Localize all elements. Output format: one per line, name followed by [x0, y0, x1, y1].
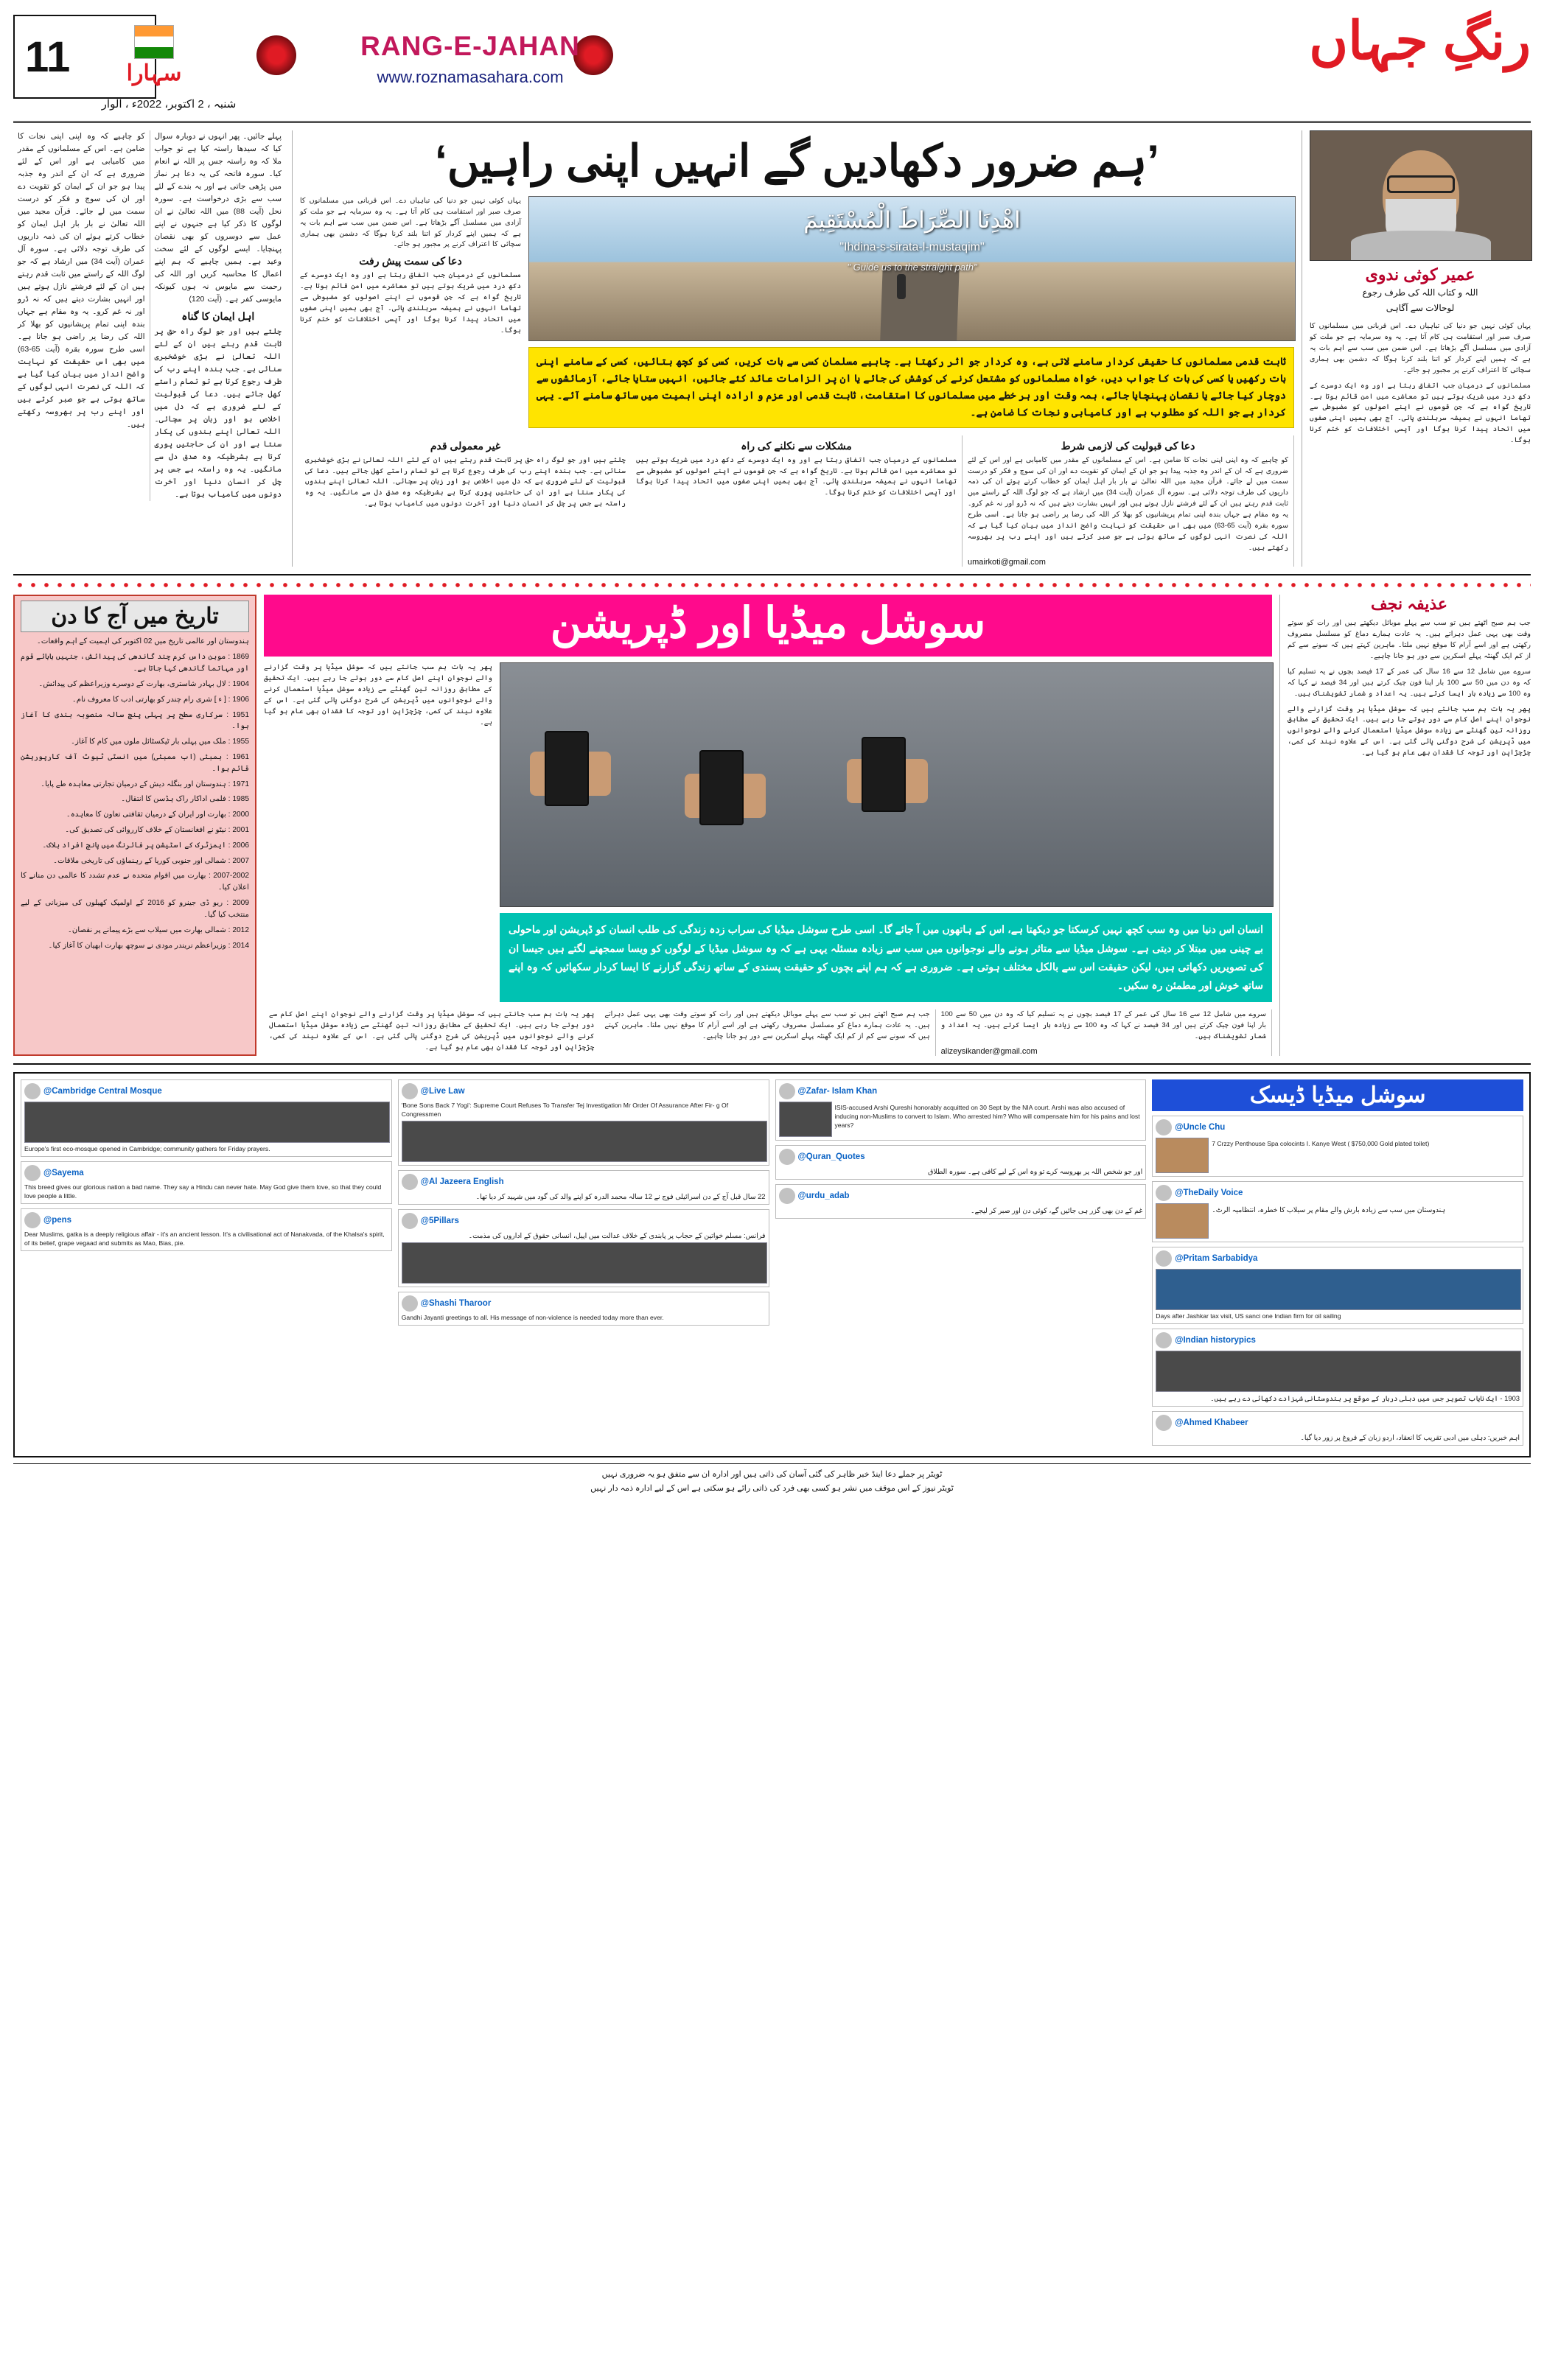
second-body-side: پھر یہ بات ہم سب جانتے ہیں کہ سوشل میڈیا پر وقت گزارنے والے نوجوان اپنے اصل کام سے دور ہوتے جا رہے ہیں۔ ایک تحقیق کے مطابق روزانہ تین گھنٹے سے زیادہ سوشل میڈیا استعمال کرنے والے نوجوانوں میں ڈپریشن کی شرح دوگنی پائی گئی ہے۔ اس کے علاوہ نیند کی کمی، چڑچڑاپن اور توجہ کا فقدان بھی عام ہو گیا ہے۔: [264, 663, 492, 727]
second-article-title: سوشل میڈیا اور ڈپریشن: [264, 595, 1272, 657]
avatar: [402, 1295, 418, 1312]
lead-subhead-2: دعا کی سمت پیش رفت: [359, 255, 462, 267]
social-thumbnail: [1156, 1138, 1209, 1173]
avatar: [24, 1083, 41, 1099]
lead-subhead-1: اہل ایمان کا گناہ: [181, 310, 255, 322]
social-card[interactable]: [21, 1161, 392, 1204]
social-thumbnail: [1156, 1351, 1521, 1392]
second-author-name: عذیفہ نجف: [1370, 595, 1448, 614]
social-handle[interactable]: @Uncle Chu: [1175, 1122, 1226, 1132]
author-name: عمیر کوثی ندوی: [1365, 265, 1475, 284]
social-card[interactable]: [775, 1079, 1147, 1141]
lead-author-email[interactable]: umairkoti@gmail.com: [968, 558, 1046, 567]
footer-line-1: ٹویٹر پر جملے دعا اینڈ خبر ظاہر کی گئی آسان کی ذاتی ہیں اور ادارہ ان سے متفق ہو یہ ضروری نہیں: [601, 1470, 943, 1480]
social-text: ISIS-accused Arshi Qureshi honorably acquitted on 30 Sept by the NIA court. Arshi was also accused of inducing non-Muslims to convert to Islam. Who arrested him? Who will compensate him for his pains and lost years?: [834, 1103, 1140, 1129]
social-handle[interactable]: @Cambridge Central Mosque: [43, 1086, 162, 1096]
social-column-1: [21, 1079, 392, 1450]
social-desk-title: سوشل میڈیا ڈیسک: [1152, 1079, 1523, 1111]
website-url[interactable]: www.roznamasahara.com: [377, 68, 564, 86]
history-entry: 2006 : ایمزٹرک کے اسٹیشن پر فائرنگ میں پانچ افراد ہلاک۔: [42, 841, 249, 850]
pull-quote: ثابت قدمی مسلمانوں کا حقیقی کردار سامنے لاتی ہے، وہ کردار جو اثر رکھتا ہے۔ چاہیے مسلمان کسی سے بات کریں، کسی کو کچھ بتائیں، کسی کے سامنے اپنی بات رکھیں یا کسی کی بات کا جواب دیں، خواہ مسلمانوں کو مشتعل کرنے کی کوشش کی جائے یا ان پر الزامات عائد کئے جائیں، انہیں ستایا جائے، آزمائشوں سے دوچار کیا جائے یا نقصان پہنچایا جائے، ہمہ وقت اور ہر خطے میں مسلمانوں کا استقامت، ثابت قدمی اور عزم و ارادہ اپنی اہمیت میں ساتھ سامنے آئے۔ یہی کردار ہے جو اللہ کو مطلوب ہے اور کامیابی و نجات کا ضامن ہے۔: [528, 347, 1294, 428]
history-entry: 1906 : [ ء ] شری رام چندر کو بھارتی ادب کا معروف نام۔: [71, 695, 249, 704]
phone-shape: [862, 737, 906, 812]
masthead: [13, 10, 1531, 123]
history-entry: 1971 : ہندوستان اور بنگلہ دیش کے درمیان تجارتی معاہدہ طے پایا۔: [41, 780, 249, 788]
social-text: Europe's first eco-mosque opened in Cambridge; community gathers for Friday prayers.: [24, 1144, 270, 1152]
road-shape: [880, 266, 959, 340]
social-handle[interactable]: @urdu_adab: [797, 1191, 850, 1200]
avatar: [402, 1083, 418, 1099]
history-box-title: تاریخ میں آج کا دن: [21, 601, 249, 632]
section-title-en: RANG-E-JAHAN: [360, 31, 580, 61]
history-entry: 2007-2002 : بھارت میں اقوام متحدہ نے عدم تشدد کا عالمی دن منانے کا اعلان کیا۔: [21, 872, 249, 892]
second-pull-quote: انسان اس دنیا میں وہ سب کچھ نہیں کرسکتا جو دیکھتا ہے، اس کے ہاتھوں میں آ جائے گا۔ اسی طرح سوشل میڈیا کی سراب زدہ زندگی کی طلب انسان کو ڈپریشن اور ماحولی بے چینی میں مبتلا کر دیتی ہے۔ سوشل میڈیا سے متاثر ہونے والے نوجوانوں میں سب سے زیادہ مسئلہ یہی ہے کہ وہ سوشل میڈیا کے لوگوں کو ویسا سمجھنے لگتے ہیں جیسا ان کی تصویریں دکھاتی ہیں، لیکن حقیقت اس سے بالکل مختلف ہوتی ہے۔ ضروری ہے کہ ہم اپنے بچوں کو حقیقت پسندی کے ساتھ زندگی گزارنے کا ایسا کردار سکھائیں کہ وہ اپنے ساتھ خوش اور مطمئن رہ سکیں۔: [500, 913, 1272, 1002]
social-card[interactable]: [1152, 1329, 1523, 1407]
second-author-email[interactable]: alizeysikander@gmail.com: [940, 1046, 1038, 1056]
second-side-body-3: پھر یہ بات ہم سب جانتے ہیں کہ سوشل میڈیا پر وقت گزارنے والے نوجوان اپنے اصل کام سے دور ہوتے جا رہے ہیں۔ ایک تحقیق کے مطابق روزانہ تین گھنٹے سے زیادہ سوشل میڈیا استعمال کرنے والے نوجوانوں میں ڈپریشن کی شرح دوگنی پائی گئی ہے۔ اس کے علاوہ نیند کی کمی، چڑچڑاپن اور توجہ کا فقدان بھی عام ہو گیا ہے۔: [1288, 704, 1531, 757]
avatar: [402, 1213, 418, 1229]
body-shape: [1351, 231, 1491, 260]
social-handle[interactable]: @Quran_Quotes: [797, 1152, 865, 1161]
social-handle[interactable]: @Indian historypics: [1175, 1335, 1256, 1345]
social-handle[interactable]: @Zafar- Islam Khan: [797, 1086, 878, 1096]
lead-left-columns: [13, 130, 293, 567]
lead-author-panel: [1302, 130, 1531, 567]
lead-subhead-3: غیر معمولی قدم: [430, 439, 501, 452]
lead-main: [293, 130, 1302, 567]
avatar: [1156, 1415, 1172, 1431]
social-card[interactable]: [398, 1079, 769, 1166]
social-card[interactable]: [398, 1170, 769, 1205]
avatar: [779, 1149, 795, 1165]
social-column-4: [1152, 1079, 1523, 1450]
history-entry: 1955 : ملک میں پہلی بار ٹیکسٹائل ملوں میں کام کا آغاز۔: [71, 738, 249, 746]
footer-disclaimer: [13, 1463, 1531, 1495]
photo-caption-arabic: اهْدِنَا الصِّرَاطَ الْمُسْتَقِيمَ: [803, 207, 1021, 233]
social-handle[interactable]: @Ahmed Khabeer: [1175, 1418, 1248, 1427]
social-column-3: [775, 1079, 1147, 1450]
phone-shape: [545, 731, 589, 806]
author-side-body: یہاں کوئی نہیں جو دنیا کی تباہیاں دے۔ اس قربانی میں مسلمانوں کا صرف صبر اور استقامت ہی کام آتا ہے۔ یہ وہ سرمایہ ہے جو ملت کو آزادی میں مسلسل آگے بڑھاتا ہے۔ اس ضمن میں سب سے اہم بات یہ ہے کہ ہمیں اپنے کردار کو اتنا بلند کرنا ہوگا کہ دشمن بھی ہماری سچائی کا اعتراف کرنے پر مجبور ہو جائے۔: [1310, 322, 1531, 374]
second-article-photo: [500, 662, 1274, 907]
history-entry: 1869 : موہن داس کرم چند گاندھی کی پیدائش، جنہیں بابائے قوم اور مہاتما گاندھی کہا جاتا ہے۔: [21, 653, 249, 673]
social-text: 7 Crzzy Penthouse Spa colocints I. Kanye West ( $750,000 Gold plated toilet): [1212, 1139, 1430, 1147]
glasses-icon: [1387, 175, 1455, 193]
avatar: [1156, 1185, 1172, 1201]
social-card[interactable]: [1152, 1116, 1523, 1177]
avatar: [1156, 1332, 1172, 1348]
second-article: [13, 595, 1531, 1064]
lead-lower-col3: کو چاہیے کہ وہ اپنی اپنی نجات کا ضامن ہے۔ اس کے مسلمانوں کے مقدر میں کامیابی ہے اور اس کے لئے ضروری ہے کہ ان کے اندر وہ جذبہ پیدا ہو جو ان کے ایمان کو تقویت دے اور ان کی سوچ و فکر کو درست سمت میں لے جائے۔ قرآن مجید میں اللہ تعالیٰ نے بار بار اہل ایمان کو خطاب کرتے ہوئے ان کی ذمہ داریوں کی طرف توجہ دلائی ہے۔ سورہ آل عمران (آیت 34) میں ارشاد ہے کہ جو لوگ اللہ کے راستے میں ثابت قدم رہتے ہیں ان کے لئے فرشتے نازل ہوتے ہیں اور انہیں بشارت دیتے ہیں کہ نہ ڈرو اور نہ غم کرو۔ یہ وہ مقام ہے جہاں بندہ اپنی تمام پریشانیوں کو بھلا کر اللہ کی رضا پر راضی ہو جاتا ہے۔ اسی طرح سورہ بقرہ (آیت 65-63) میں بھی اس حقیقت کو نہایت واضح انداز میں بیان کیا گیا ہے کہ اللہ کی نصرت انہی لوگوں کے ساتھ ہوتی ہے جو صبر کرتے ہیں اور اپنے رب پر بھروسہ رکھتے ہیں۔: [968, 455, 1288, 552]
social-handle[interactable]: @Pritam Sarbabidya: [1175, 1253, 1258, 1263]
social-text: Gandhi Jayanti greetings to all. His message of non-violence is needed today more than ever.: [401, 1314, 664, 1322]
decorative-dot-rule: [13, 581, 1531, 589]
social-text: Days after Jashkar tax visit, US sanci one Indian firm for oil sailing: [1156, 1312, 1341, 1320]
social-thumbnail: [1156, 1203, 1209, 1239]
second-article-main: [256, 595, 1279, 1055]
history-entry: 1951 : سرکاری سطح پر پہلی پنچ سالہ منصوبہ بندی کا آغاز ہوا۔: [21, 710, 249, 731]
lead-subhead-5: دعا کی قبولیت کی لازمی شرط: [1061, 439, 1195, 452]
rosette-icon-left: [256, 35, 296, 75]
social-handle[interactable]: @5Pillars: [420, 1217, 459, 1226]
photo-caption-english: " Guide us to the straight path": [847, 262, 977, 273]
social-thumbnail: [779, 1102, 832, 1137]
social-text: اور جو شخص اللہ پر بھروسہ کرے تو وہ اس کے لیے کافی ہے۔ سورہ الطلاق: [928, 1166, 1143, 1175]
social-card[interactable]: [1152, 1181, 1523, 1242]
avatar: [24, 1165, 41, 1181]
lead-lower-columns: [300, 435, 1294, 567]
lead-subhead-4: مشکلات سے نکلنے کی راہ: [741, 439, 852, 452]
history-entry: 1985 : فلمی اداکار راک ہڈسن کا انتقال۔: [121, 795, 249, 804]
lead-body-col3: چلتے ہیں اور جو لوگ راہ حق پر ثابت قدم رہتے ہیں ان کے لئے اللہ تعالیٰ نے بڑی خوشخبری سنائی ہے۔ جب بندہ اپنے رب کی طرف رجوع کرتا ہے تو تمام راستے کھل جاتے ہیں۔ دعا کی قبولیت کے لئے ضروری ہے کہ دل میں اخلاص ہو اور زبان پر سچائی۔ اللہ تعالیٰ اپنے بندوں کی پکار سنتا ہے اور ان کی حاجتیں پوری کرتا ہے بشرطیکہ وہ صدق دل سے مانگیں۔ یہ وہ راستہ ہے جس پر چل کر انسان دنیا اور آخرت دونوں میں کامیاب ہوتا ہے۔: [154, 327, 282, 499]
section-title-urdu: رنگِ جہاں: [1309, 12, 1531, 71]
social-text: 'Bone Sons Back 7 Yogi': Supreme Court Refuses To Transfer Tej Investigation Mr Order Of Assurance After Fir- g Of Congressmen: [401, 1101, 729, 1118]
second-side-body-1: جب ہم صبح اٹھتے ہیں تو سب سے پہلے موبائل دیکھتے ہیں اور رات کو سوتے وقت بھی یہی عمل دہراتے ہیں۔ یہ عادت ہمارے دماغ کو مسلسل مصروف رکھتی ہے اور اسے آرام کا موقع نہیں ملتا۔ ماہرین کہتے ہیں کہ سونے سے کم از کم ایک گھنٹہ پہلے اسکرین سے دور ہو جانا چاہیے۔: [1288, 619, 1531, 661]
history-entry: 2000 : بھارت اور ایران کے درمیان ثقافتی تعاون کا معاہدہ۔: [66, 811, 249, 819]
second-lower-col2: جب ہم صبح اٹھتے ہیں تو سب سے پہلے موبائل دیکھتے ہیں اور رات کو سوتے وقت بھی یہی عمل دہراتے ہیں۔ یہ عادت ہمارے دماغ کو مسلسل مصروف رکھتی ہے اور اسے آرام کا موقع نہیں ملتا۔ ماہرین کہتے ہیں کہ سونے سے کم از کم ایک گھنٹہ پہلے اسکرین سے دور ہو جانا چاہیے۔: [604, 1010, 930, 1040]
paper-logo: [84, 15, 224, 96]
avatar: [1156, 1250, 1172, 1267]
author-subtitle-2: لوحالات سے آگاہی: [1386, 303, 1455, 314]
second-lower-columns: [264, 1009, 1272, 1056]
lead-body-col2: پہلے جائیں۔ پھر انہوں نے دوبارہ سوال کیا کہ سیدھا راستہ کیا ہے تو جواب ملا کہ وہ راستہ جس پر اللہ نے انعام کیا۔ سورہ فاتحہ کی یہ دعا ہر نماز میں پڑھی جاتی ہے اور یہ بندے کے لئے سب سے بڑی درخواست ہے۔ سورہ نحل (آیت 88) میں اللہ تعالیٰ نے ان لوگوں کا ذکر کیا ہے جنہوں نے اپنے عمل سے دوسروں کو بھی نقصان پہنچایا۔ ایسے لوگوں کے لئے سخت وعید ہے۔ ہمیں چاہیے کہ ہم اپنے اعمال کا محاسبہ کریں اور اللہ کی رحمت سے مایوس نہ ہوں کیونکہ مایوسی کفر ہے۔ (آیت 120): [154, 132, 282, 304]
social-handle[interactable]: @Sayema: [43, 1168, 84, 1177]
second-lower-col3: سروے میں شامل 12 سے 16 سال کی عمر کے 17 فیصد بچوں نے یہ تسلیم کیا کہ وہ دن میں 50 سے 100 بار اپنا فون چیک کرتے ہیں اور 34 فیصد نے کہا کہ وہ 100 سے زیادہ بار ایسا کرتے ہیں۔ یہ اعداد و شمار تشویشناک ہیں۔: [940, 1010, 1266, 1040]
social-media-desk: [13, 1072, 1531, 1457]
avatar: [402, 1174, 418, 1190]
footer-line-2: ٹویٹر نیوز کے اس موقف میں نشر ہو کسی بھی فرد کی ذاتی رائے ہو سکتی ہے اس کے لیے ادارہ ذمہ دار نہیں: [590, 1483, 954, 1493]
history-entry: 2001 : نیٹو نے افغانستان کے خلاف کارروائی کی تصدیق کی۔: [65, 826, 249, 835]
newspaper-page: [0, 10, 1544, 2380]
lead-body-col5: مسلمانوں کے درمیان جب اتفاق رہتا ہے اور وہ ایک دوسرے کے دکھ درد میں شریک ہوتے ہیں تو معاشرے میں امن قائم ہوتا ہے۔ تاریخ گواہ ہے کہ جن قوموں نے اپنے اصولوں کو مضبوطی سے تھاما انہوں نے ہمیشہ سربلندی پائی۔ آج بھی ہمیں اپنی صفوں میں اتحاد پیدا کرنا ہوگا اور آپسی اختلافات کو ختم کرنا ہوگا۔: [300, 271, 521, 335]
paper-name: سہارا: [126, 60, 182, 85]
history-entry: 2009 : ریو ڈی جینرو کو 2016 کے اولمپک کھیلوں کی میزبانی کے لیے منتخب کیا گیا۔: [21, 899, 249, 919]
social-card[interactable]: [21, 1079, 392, 1157]
social-thumbnail: [1156, 1269, 1521, 1310]
lead-article: [13, 130, 1531, 575]
author-side-body-2: مسلمانوں کے درمیان جب اتفاق رہتا ہے اور وہ ایک دوسرے کے دکھ درد میں شریک ہوتے ہیں تو معاشرے میں امن قائم ہوتا ہے۔ تاریخ گواہ ہے کہ جن قوموں نے اپنے اصولوں کو مضبوطی سے تھاما انہوں نے ہمیشہ سربلندی پائی۔ آج بھی ہمیں اپنی صفوں میں اتحاد پیدا کرنا ہوگا اور آپسی اختلافات کو ختم کرنا ہوگا۔: [1310, 381, 1531, 444]
social-thumbnail: [402, 1242, 767, 1284]
history-entry: ہندوستان اور عالمی تاریخ میں 02 اکتوبر کی اہمیت کے اہم واقعات۔: [36, 637, 249, 646]
social-text: اہم خبریں: دہلی میں ادبی تقریب کا انعقاد، اردو زبان کے فروغ پر زور دیا گیا۔: [1300, 1433, 1520, 1441]
phone-shape: [699, 750, 744, 825]
social-text: This breed gives our glorious nation a bad name. They say a Hindu can never hate. May God give them love, so that they could love people a little.: [24, 1183, 382, 1200]
social-text: 22 سال قبل آج کے دن اسرائیلی فوج نے 12 سالہ محمد الدرہ کو اپنے والد کی گود میں شہید کر دیا تھا۔: [475, 1191, 766, 1200]
lead-lower-col2: مسلمانوں کے درمیان جب اتفاق رہتا ہے اور وہ ایک دوسرے کے دکھ درد میں شریک ہوتے ہیں تو معاشرے میں امن قائم ہوتا ہے۔ تاریخ گواہ ہے کہ جن قوموں نے اپنے اصولوں کو مضبوطی سے تھاما انہوں نے ہمیشہ سربلندی پائی۔ آج بھی ہمیں اپنی صفوں میں اتحاد پیدا کرنا ہوگا اور آپسی اختلافات کو ختم کرنا ہوگا۔: [636, 455, 957, 497]
history-entry: 1904 : لال بہادر شاستری، بھارت کے دوسرے وزیراعظم کی پیدائش۔: [38, 679, 249, 688]
social-text: غم کے دن بھی گزر ہی جائیں گے، کوئی دن اور صبر کر لیجے۔: [971, 1205, 1143, 1214]
page-number: 11: [25, 32, 71, 81]
social-card[interactable]: [1152, 1411, 1523, 1446]
page-title: ’ہم ضرور دکھادیں گے انہیں اپنی راہیں‘: [435, 136, 1159, 186]
social-card[interactable]: [775, 1145, 1147, 1180]
author-photo: [1310, 130, 1532, 261]
social-card[interactable]: [398, 1209, 769, 1287]
avatar: [779, 1083, 795, 1099]
social-column-2: [398, 1079, 769, 1450]
social-text: Dear Muslims, gatka is a deeply religious affair - it's an ancient lesson. It's a civilisational act of Nanakvada, of the Khalsa's spirit, of its belief, grape vegaad and submits as Mao, Bias, pie.: [24, 1230, 385, 1247]
social-handle[interactable]: @Live Law: [420, 1086, 465, 1096]
social-handle[interactable]: @Shashi Tharoor: [420, 1299, 492, 1309]
lead-body-col1: کو چاہیے کہ وہ اپنی اپنی نجات کا ضامن ہے۔ اس کے مسلمانوں کے مقدر میں کامیابی ہے اور اس کے لئے ضروری ہے کہ ان کے اندر وہ جذبہ پیدا ہو جو ان کے ایمان کو تقویت دے اور ان کی سوچ و فکر کو درست سمت میں لے جائے۔ قرآن مجید میں اللہ تعالیٰ نے بار بار اہل ایمان کو خطاب کرتے ہوئے ان کی ذمہ داریوں کی طرف توجہ دلائی ہے۔ سورہ آل عمران (آیت 34) میں ارشاد ہے کہ جو لوگ اللہ کے راستے میں ثابت قدم رہتے ہیں ان کے لئے فرشتے نازل ہوتے ہیں اور انہیں بشارت دیتے ہیں کہ نہ ڈرو اور نہ غم کرو۔ یہ وہ مقام ہے جہاں بندہ اپنی تمام پریشانیوں کو بھلا کر اللہ کی رضا پر راضی ہو جاتا ہے۔ اسی طرح سورہ بقرہ (آیت 65-63) میں بھی اس حقیقت کو نہایت واضح انداز میں بیان کیا گیا ہے کہ اللہ کی نصرت انہی لوگوں کے ساتھ ہوتی ہے جو صبر کرتے ہیں اور اپنے رب پر بھروسہ رکھتے ہیں۔: [18, 132, 145, 429]
social-card[interactable]: [21, 1208, 392, 1251]
section-title-block: [330, 31, 610, 87]
social-text: فرانس: مسلم خواتین کے حجاب پر پابندی کے خلاف عدالت میں اپیل، انسانی حقوق کے اداروں کی مذمت۔: [468, 1231, 766, 1240]
lead-body-col4: یہاں کوئی نہیں جو دنیا کی تباہیاں دے۔ اس قربانی میں مسلمانوں کا صرف صبر اور استقامت ہی کام آتا ہے۔ یہ وہ سرمایہ ہے جو ملت کو آزادی میں مسلسل آگے بڑھاتا ہے۔ اس ضمن میں سب سے اہم بات یہ ہے کہ ہمیں اپنے کردار کو اتنا بلند کرنا ہوگا کہ دشمن بھی ہماری سچائی کا اعتراف کرنے پر مجبور ہو جائے۔: [300, 197, 521, 249]
social-text: ہندوستان میں سب سے زیادہ بارش والے مقام پر سیلاب کا خطرہ، انتظامیہ الرٹ۔: [1212, 1205, 1445, 1214]
lead-lower-col1: چلتے ہیں اور جو لوگ راہ حق پر ثابت قدم رہتے ہیں ان کے لئے اللہ تعالیٰ نے بڑی خوشخبری سنائی ہے۔ جب بندہ اپنے رب کی طرف رجوع کرتا ہے تو تمام راستے کھل جاتے ہیں۔ دعا کی قبولیت کے لئے ضروری ہے کہ دل میں اخلاص ہو اور زبان پر سچائی۔ اللہ تعالیٰ اپنے بندوں کی پکار سنتا ہے اور ان کی حاجتیں پوری کرتا ہے بشرطیکہ وہ صدق دل سے مانگیں۔ یہ وہ راستہ ہے جس پر چل کر انسان دنیا اور آخرت دونوں میں کامیاب ہوتا ہے۔: [305, 455, 626, 508]
second-lower-col1: پھر یہ بات ہم سب جانتے ہیں کہ سوشل میڈیا پر وقت گزارنے والے نوجوان اپنے اصل کام سے دور ہوتے جا رہے ہیں۔ ایک تحقیق کے مطابق روزانہ تین گھنٹے سے زیادہ سوشل میڈیا استعمال کرنے والے نوجوانوں میں ڈپریشن کی شرح دوگنی پائی گئی ہے۔ اس کے علاوہ نیند کی کمی، چڑچڑاپن اور توجہ کا فقدان بھی عام ہو گیا ہے۔: [269, 1010, 595, 1051]
avatar: [24, 1212, 41, 1228]
history-entry: 2014 : وزیراعظم نریندر مودی نے سوچھ بھارت ابھیان کا آغاز کیا۔: [48, 941, 249, 950]
social-thumbnail: [24, 1102, 390, 1143]
lead-photo: [528, 196, 1296, 341]
second-side-body-2: سروے میں شامل 12 سے 16 سال کی عمر کے 17 فیصد بچوں نے یہ تسلیم کیا کہ وہ دن میں 50 سے 100 بار اپنا فون چیک کرتے ہیں اور 34 فیصد نے کہا کہ وہ 100 سے زیادہ بار ایسا کرتے ہیں۔ یہ اعداد و شمار تشویشناک ہیں۔: [1288, 667, 1531, 698]
social-card[interactable]: [1152, 1247, 1523, 1324]
person-shape: [897, 274, 906, 299]
avatar: [1156, 1119, 1172, 1135]
social-text: 1903 - ایک نایاب تصویر جس میں دہلی دربار کے موقع پر ہندوستانی شہزادے دکھائی دے رہے ہیں۔: [1210, 1393, 1520, 1402]
photo-caption-transliteration: "Ihdina-s-sirata-l-mustaqim": [839, 241, 985, 253]
social-card[interactable]: [398, 1292, 769, 1326]
author-subtitle-1: اللہ و کتاب اللہ کی طرف رجوع: [1362, 287, 1478, 298]
history-entry: 2007 : شمالی اور جنوبی کوریا کے رہنماؤں کی تاریخی ملاقات۔: [53, 856, 249, 865]
avatar: [779, 1188, 795, 1204]
history-entry: 2012 : شمالی بھارت میں سیلاب سے بڑے پیمانے پر نقصان۔: [67, 925, 249, 934]
issue-date: شنبہ ، 2 اکتوبر، 2022ء ، الوار: [101, 98, 237, 111]
social-handle[interactable]: @pens: [43, 1215, 72, 1225]
social-handle[interactable]: @TheDaily Voice: [1175, 1188, 1243, 1197]
social-card[interactable]: [775, 1184, 1147, 1219]
history-box: [13, 595, 256, 1055]
flag-icon: [134, 25, 174, 59]
second-article-side: [1279, 595, 1531, 1055]
social-handle[interactable]: @Al Jazeera English: [420, 1177, 504, 1186]
history-entry: 1961 : بمبئی (اب ممبئی) میں انسٹی ٹیوٹ آف کارپوریشن قائم ہوا۔: [21, 752, 249, 773]
social-thumbnail: [402, 1121, 767, 1162]
